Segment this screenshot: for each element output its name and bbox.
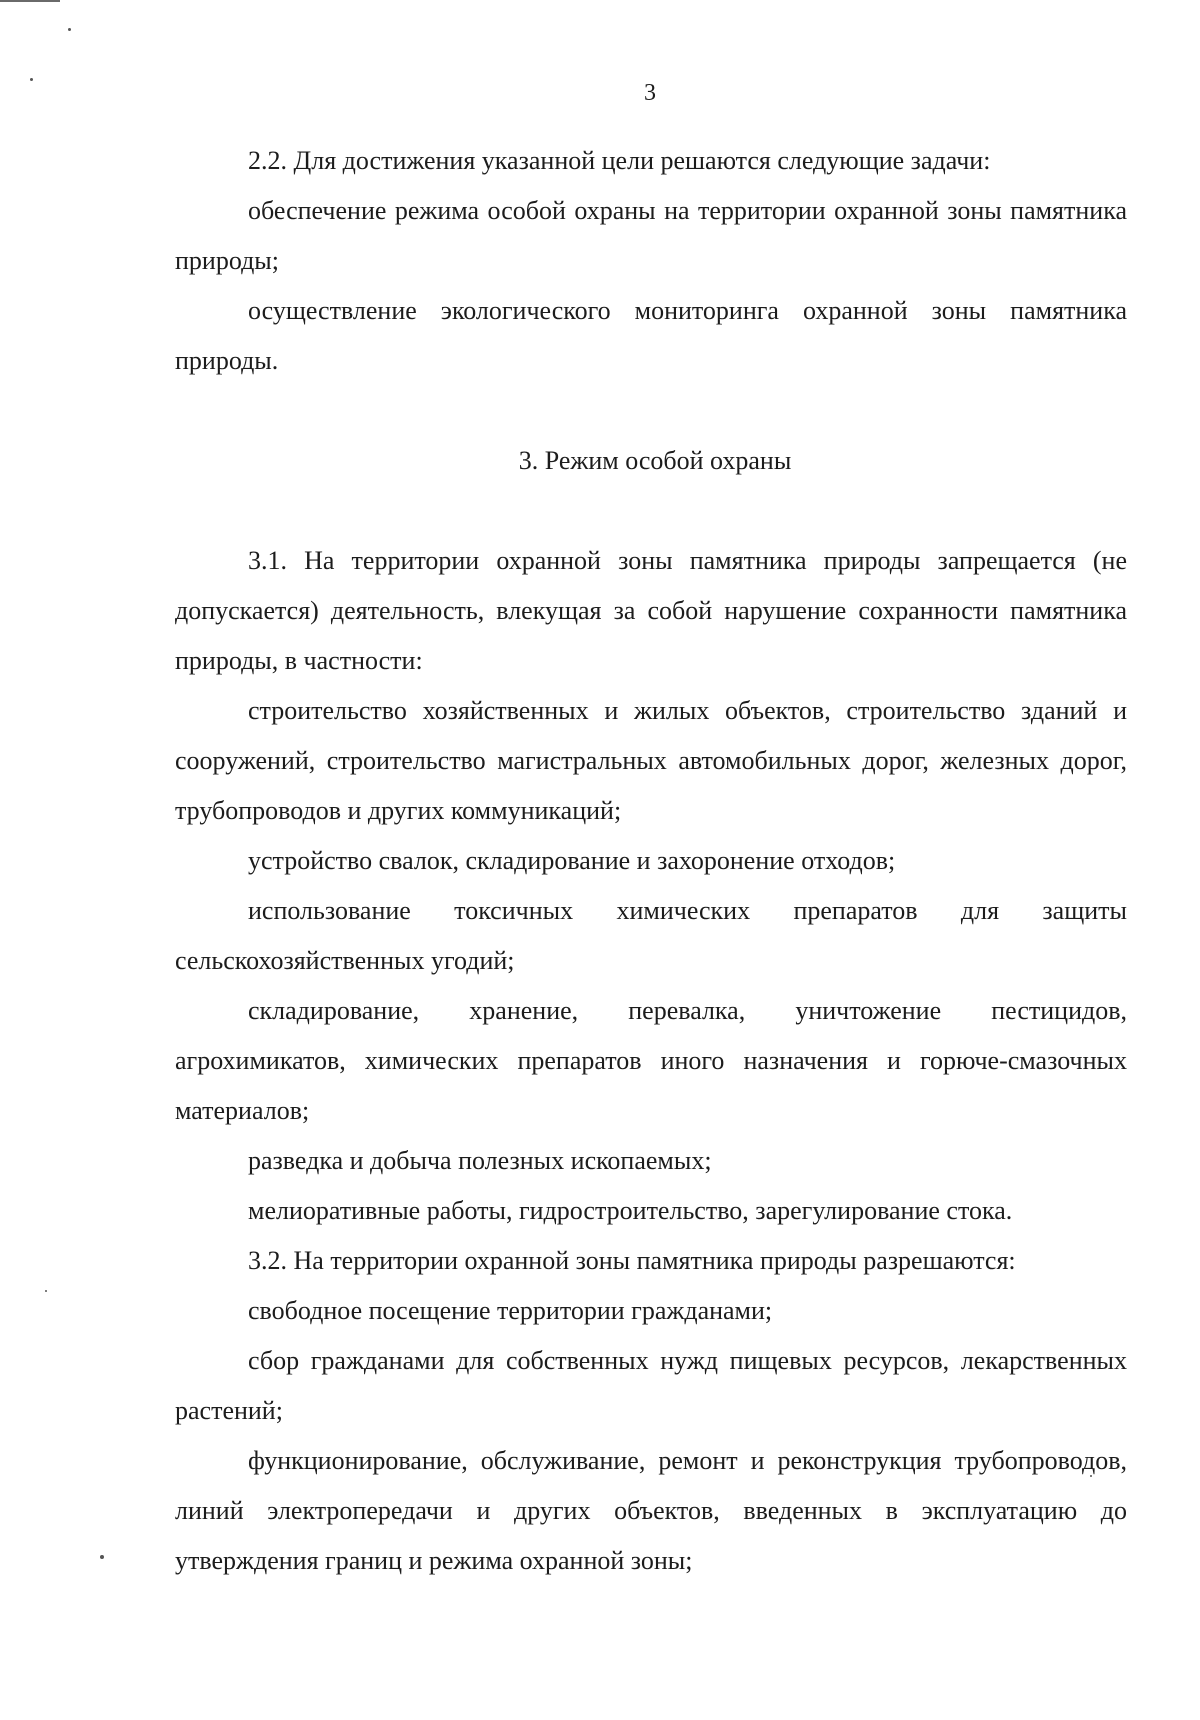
page-number: 3 [644,80,656,106]
paragraph: 2.2. Для достижения указанной цели решаются следующие задачи: [248,146,991,175]
paragraph: устройство свалок, складирование и захоронение отходов; [248,846,896,875]
section-heading: 3. Режим особой охраны [518,446,792,475]
paragraph: использование токсичных химических препаратов для защиты сельскохозяйственных угодий; [175,896,1127,975]
paragraph: складирование, хранение, перевалка, уничтожение пестицидов, агрохимикатов, химических препаратов иного назначения и горюче-смазочных материалов; [175,996,1127,1125]
paragraph: осуществление экологического мониторинга охранной зоны памятника природы. [175,296,1127,375]
scan-speck [100,1555,104,1559]
scan-speck [68,28,71,31]
paragraph: строительство хозяйственных и жилых объектов, строительство зданий и сооружений, строительство магистральных автомобильных дорог, железных дорог, трубопроводов и других коммуникаций; [175,696,1127,825]
scan-speck [45,1290,47,1292]
paragraph: 3.2. На территории охранной зоны памятника природы разрешаются: [248,1246,1016,1275]
paragraph: 3.1. На территории охранной зоны памятника природы запрещается (не допускается) деятельность, влекущая за собой нарушение сохранности памятника природы, в частности: [175,546,1127,675]
document-body [175,136,1127,1586]
paragraph: разведка и добыча полезных ископаемых; [248,1146,712,1175]
paragraph: свободное посещение территории гражданами; [248,1296,773,1325]
paragraph: сбор гражданами для собственных нужд пищевых ресурсов, лекарственных растений; [175,1346,1127,1425]
scan-edge-mark [0,0,60,10]
paragraph: обеспечение режима особой охраны на территории охранной зоны памятника природы; [175,196,1127,275]
paragraph: функционирование, обслуживание, ремонт и реконструкция трубопроводов, линий электропередачи и других объектов, введенных в эксплуатацию до утверждения границ и режима охранной зоны; [175,1446,1127,1575]
paragraph: мелиоративные работы, гидростроительство, зарегулирование стока. [248,1196,1013,1225]
